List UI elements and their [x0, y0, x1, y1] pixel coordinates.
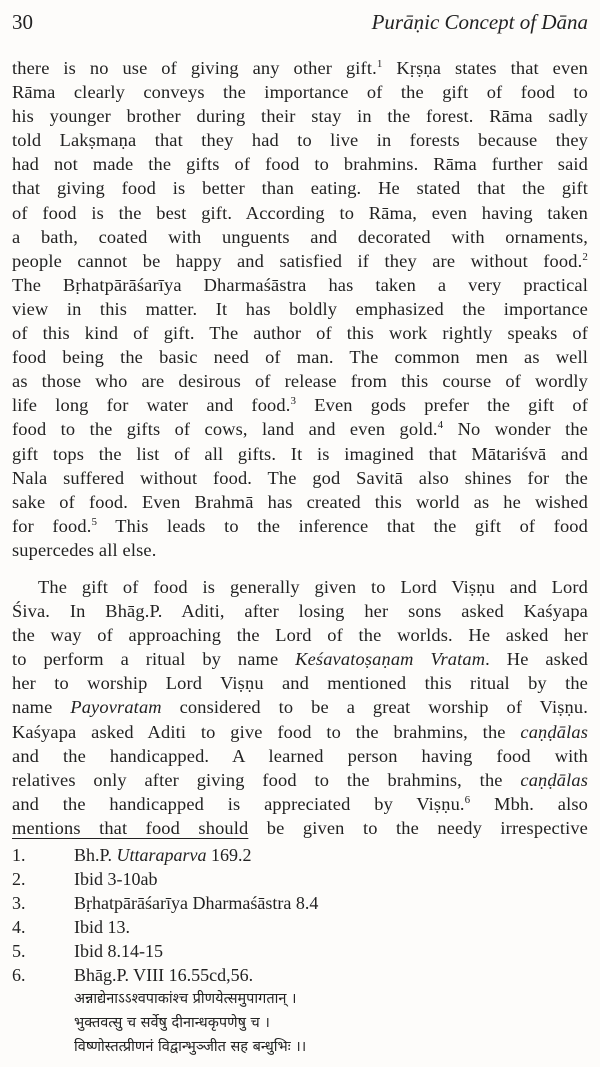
text-line: supercedes all else. [12, 539, 157, 560]
text-line: there is no use of giving any other gift.$^1$ Kṛṣṇa states that even [12, 57, 588, 78]
footnote: 5. Ibid 8.14-15 [12, 941, 163, 961]
text-line: as those who are desirous of release from this course of wordly [12, 371, 588, 392]
text-line: name Payovratam considered to be a great worship of Viṣṇu. [12, 697, 588, 718]
text-line: had not made the gifts of food to brahmins. Rāma further said [12, 154, 588, 175]
text-line: the way of approaching the Lord of the worlds. He asked her [12, 625, 588, 646]
text-line: sake of food. Even Brahmā has created this world as he wished [12, 491, 588, 512]
text-line: food to the gifts of cows, land and even gold.$^4$ No wonder the [12, 419, 588, 440]
text-line: told Lakṣmaṇa that they had to live in forests because they [12, 130, 588, 151]
text-line: his younger brother during their stay in the forest. Rāma sadly [12, 106, 588, 127]
term: caṇḍālas [520, 721, 588, 742]
text-line: for food.$^5$ This leads to the inference that the gift of food [12, 515, 588, 536]
text-line: Rāma clearly conveys the importance of the gift of food to [12, 82, 588, 103]
text-line: that giving food is better than eating. He stated that the gift [12, 178, 588, 199]
text-line: The Bṛhatpārāśarīya Dharmaśāstra has taken a very practical [12, 274, 588, 295]
sanskrit-verse-line: भुक्तवत्सु च सर्वेषु दीनान्धकृपणेषु च । [74, 1015, 270, 1031]
text-line: life long for water and food.$^3$ Even gods prefer the gift of [12, 395, 588, 416]
footnote-ref[interactable]: 6 [464, 793, 471, 806]
text-line: view in this matter. It has boldly emphasized the importance [12, 298, 588, 319]
footnote-ref[interactable]: 1 [376, 57, 383, 70]
paragraph-2 [12, 575, 588, 840]
text-line: Nala suffered without food. The god Savitā also shines for the [12, 467, 588, 488]
page-number: 30 [12, 10, 33, 34]
sanskrit-verse-line: विष्णोस्तत्प्रीणनं विद्वान्भुञ्जीत सह बन्धुभिः ।। [74, 1039, 307, 1055]
text-line: and the handicapped is appreciated by Viṣṇu.$^6$ Mbh. also [12, 793, 588, 814]
text-line: and the handicapped. A learned person having food with [12, 745, 588, 766]
text-line: of this kind of gift. The author of this work rightly speaks of [12, 323, 588, 344]
footnote: 3. Bṛhatpārāśarīya Dharmaśāstra 8.4 [12, 893, 319, 913]
ritual-name: Keśavatoṣaṇam Vratam [295, 649, 486, 670]
sanskrit-verse-line: अन्नाद्येनाऽऽश्वपाकांश्च प्रीणयेत्समुपागतान् । [74, 991, 297, 1007]
footnote: 2. Ibid 3-10ab [12, 869, 158, 889]
footnote: 1. Bh.P. Uttaraparva 169.2 [12, 845, 252, 865]
body-text [12, 56, 588, 840]
text-line: a bath, coated with unguents and decorated with ornaments, [12, 226, 588, 247]
text-line: mentions that food should be given to the needy irrespective [12, 817, 588, 838]
footnote-ref[interactable]: 4 [437, 419, 444, 432]
footnote: 6. Bhāg.P. VIII 16.55cd,56. [12, 965, 254, 985]
term: caṇḍālas [520, 769, 588, 790]
footnote: 4. Ibid 13. [12, 917, 130, 937]
ritual-name: Payovratam [70, 697, 162, 718]
footnote-ref[interactable]: 5 [91, 515, 98, 528]
text-line: of food is the best gift. According to Rāma, even having taken [12, 202, 588, 223]
footnote-ref[interactable]: 3 [290, 395, 297, 408]
text-line: her to worship Lord Viṣṇu and mentioned this ritual by the [12, 673, 588, 694]
running-title: Purāṇic Concept of Dāna [371, 10, 588, 34]
text-line: to perform a ritual by name Keśavatoṣaṇam Vratam. He asked [12, 649, 588, 670]
footnote-ref[interactable]: 2 [582, 250, 588, 263]
text-line: relatives only after giving food to the brahmins, the caṇḍālas [12, 769, 588, 790]
text-line: people cannot be happy and satisfied if they are without food.$^2$ [12, 250, 588, 271]
page-header [12, 10, 588, 40]
underlined-phrase: mentions that food should [12, 817, 249, 838]
text-line: food being the basic need of man. The common men as well [12, 347, 588, 368]
paragraph-1 [12, 56, 588, 562]
text-line: gift tops the list of all gifts. It is imagined that Mātariśvā and [12, 443, 588, 464]
text-line: The gift of food is generally given to Lord Viṣṇu and Lord [38, 576, 588, 597]
text-line: Kaśyapa asked Aditi to give food to the brahmins, the caṇḍālas [12, 721, 588, 742]
text-line: Śiva. In Bhāg.P. Aditi, after losing her sons asked Kaśyapa [12, 601, 588, 622]
footnotes [12, 843, 588, 1059]
